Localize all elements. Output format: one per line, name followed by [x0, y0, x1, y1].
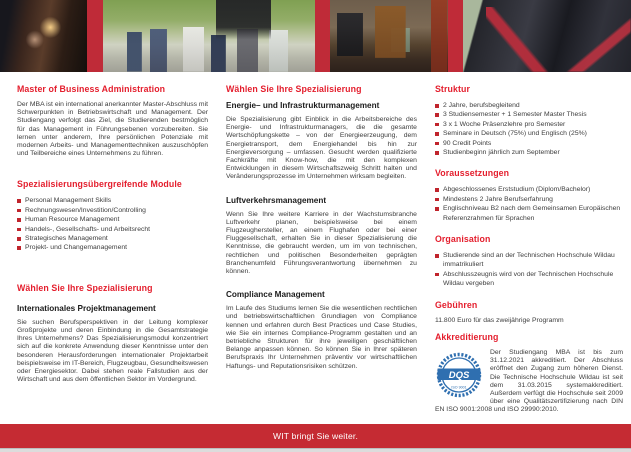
requirements-list [435, 185, 623, 223]
list-item [435, 204, 623, 223]
seal-label: DQS [448, 369, 470, 381]
bullet-square-icon [435, 104, 439, 108]
bullet-square-icon [435, 132, 439, 136]
photo-divider [315, 0, 330, 72]
list-item-label: Studierende sind an der Technischen Hochschule Wildau immatrikuliert [442, 252, 615, 269]
seal-sub-label: ISO 9001 [451, 385, 467, 390]
column-facts [435, 84, 623, 415]
bullet-square-icon [435, 273, 439, 277]
bullet-square-icon [17, 246, 21, 250]
list-item [17, 196, 208, 205]
photo-divider [448, 0, 463, 72]
footer-tagline: WIT bringt Sie weiter. [272, 431, 359, 441]
graduation-caps-photo [463, 0, 631, 72]
list-item-label: Personal Management Skills [25, 197, 112, 205]
list-item [435, 251, 623, 270]
list-item [435, 129, 623, 138]
specialization-aviation-text: Wenn Sie Ihre weitere Karriere in der Wachstumsbranche Luftverkehr planen, beispielsweise bei einem Flugzeughersteller, an einem Flughafen oder bei einer Fluggesellschaft, erhalten Sie in dieser Spezialisierung die Kenntnisse, die gebraucht werden, um im von technischen, rechtlichen und politischen Besonderheiten geprägten Branchenumfeld Führungsverantwortung übernehmen zu können. [225, 210, 417, 276]
specialization-section-title: Wählen Sie Ihre Spezialisierung [17, 282, 153, 293]
specialization-aviation-title: Luftverkehrsmanagement [225, 195, 327, 205]
list-item-label: Human Resource Management [25, 216, 120, 224]
accreditation-section-title: Akkreditierung [434, 331, 499, 342]
column-specializations [226, 84, 417, 415]
bullet-square-icon [17, 237, 21, 241]
list-item-label: 3 Studiensemester + 1 Semester Master Thesis [442, 111, 587, 119]
bullet-square-icon [17, 199, 21, 203]
specialization-project-text: Sie suchen Berufsperspektiven in der Leitung komplexer Großprojekte und deren Einbindung in die Gesamtstrategie Ihres Unternehmens? Das Spezialisierungsmodul konzentriert sich auf die konkrete Anwendung dieser Kenntnisse unter den besonderen Herausforderungen internationaler Projektarbeit beispielsweise im IT-Bereich, Flugzeugbau, Gesundheitswesen oder Energiesektor. Dabei stehen reale Fallstudien aus der Wirtschaft und aus dem öffentlichen Sektor im Vordergrund. [17, 318, 208, 384]
bullet-square-icon [435, 198, 439, 202]
header-photo-strip [0, 0, 631, 72]
bullet-square-icon [17, 228, 21, 232]
list-item [435, 185, 623, 194]
student-at-computer-photo [330, 0, 448, 72]
bullet-square-icon [435, 254, 439, 258]
list-item [435, 120, 623, 129]
program-intro-text: Der MBA ist ein international anerkannter Master-Abschluss mit Schwerpunkten in Betriebswirtschaft und Management. Der Studiengang verfolgt das Ziel, die Studierenden bestmöglich für das Management in Führungsebenen vorzubereiten. Sie lernen unter anderem, Ihre persönlichen Potenziale mit modernen Arbeits- und Managementtechniken auszuschöpfen und Teilbereiche eines Unternehmens zu führen. [17, 101, 208, 158]
specialization-energy-text: Die Spezialisierung gibt Einblick in die Arbeitsbereiche des Energie- und Infrastrukturmanagers, die die gesamte Wertschöpfungskette – von der Energieerzeugung, dem Energietransport, dem Energiehandel bis hin zur Energieversorgung – umfassen. Gesucht werden qualifizierte Fachkräfte mit Know-how, die mit den komplexen Entwicklungen in diesem Wirtschaftszweig Schritt halten und Veränderungsprozesse im Unternehmen wirksam begleiten. [225, 116, 417, 181]
bullet-square-icon [17, 218, 21, 222]
bullet-square-icon [435, 123, 439, 127]
bullet-square-icon [17, 209, 21, 213]
campus-group-outdoors-photo [103, 0, 315, 72]
list-item [17, 206, 208, 215]
list-item [17, 243, 208, 252]
list-item-label: 90 Credit Points [442, 139, 492, 147]
bottom-edge-strip [0, 448, 631, 452]
structure-list [435, 101, 623, 157]
bullet-square-icon [435, 207, 439, 211]
list-item-label: 2 Jahre, berufsbegleitend [442, 102, 520, 109]
list-item-label: Rechnungswesen/Investition/Controlling [25, 206, 146, 214]
column-program-overview [17, 84, 208, 415]
graduation-ceremony-photo [0, 0, 87, 72]
modules-list [17, 196, 208, 252]
list-item [17, 234, 208, 243]
list-item [435, 148, 623, 157]
list-item-label: Projekt- und Changemanagement [25, 244, 128, 252]
specialization-section-title: Wählen Sie Ihre Spezialisierung [225, 84, 362, 94]
content-area [0, 72, 631, 415]
list-item [435, 270, 623, 289]
specialization-project-title: Internationales Projektmanagement [17, 303, 156, 313]
list-item [435, 195, 623, 204]
specialization-compliance-title: Compliance Management [225, 290, 325, 300]
specialization-energy-title: Energie– und Infrastrukturmanagement [225, 101, 380, 110]
list-item-label: 3 x 1 Woche Präsenzlehre pro Semester [442, 120, 566, 128]
fees-section-title: Gebühren [434, 299, 478, 310]
list-item [435, 139, 623, 148]
list-item-label: Strategisches Management [25, 235, 108, 243]
specialization-compliance-text: Im Laufe des Studiums lernen Sie die wesentlichen rechtlichen und betriebswirtschaftlichen Grundlagen von Compliance kennen und erfahren durch Best Practices und Case Studies, wie Sie ein internes Compliance-Programm gestalten und an betriebliche Strukturen für ihre jeweiligen geschäftlichen Belange anpassen können. So können Sie in Ihrer späteren Berufspraxis Ihr Unternehmen präventiv vor wirtschaftlichen Haftungs- und Reputationsrisiken schützen. [225, 305, 417, 370]
accreditation-block [435, 349, 623, 415]
organisation-section-title: Organisation [434, 234, 491, 245]
list-item-label: Englischniveau B2 nach dem Gemeinsamen Europäischen Referenzrahmen für Sprachen [442, 205, 621, 222]
structure-section-title: Struktur [434, 84, 470, 94]
footer-banner [0, 424, 631, 448]
list-item [435, 110, 623, 119]
list-item-label: Handels-, Gesellschafts- und Arbeitsrecht [25, 225, 151, 233]
list-item [435, 101, 623, 110]
bullet-square-icon [435, 188, 439, 192]
list-item-label: Seminare in Deutsch (75%) und Englisch (25%) [442, 130, 587, 138]
list-item-label: Abschlusszeugnis wird von der Technischen Hochschule Wildau vergeben [442, 270, 614, 288]
modules-section-title: Spezialisierungsübergreifende Module [17, 179, 182, 190]
list-item-label: Abgeschlossenes Erststudium (Diplom/Bachelor) [442, 186, 591, 194]
list-item-label: Studienbeginn jährlich zum September [442, 149, 560, 157]
program-title: Master of Business Administration [17, 84, 166, 94]
requirements-section-title: Voraussetzungen [434, 168, 510, 179]
bullet-square-icon [435, 113, 439, 117]
fees-text: 11.800 Euro für das zweijährige Programm [434, 316, 564, 324]
photo-divider [87, 0, 103, 72]
bullet-square-icon [435, 151, 439, 155]
list-item [17, 225, 208, 234]
list-item-label: Mindestens 2 Jahre Berufserfahrung [442, 195, 553, 203]
list-item [17, 215, 208, 224]
organisation-list [435, 251, 623, 289]
dqs-certification-seal-icon [435, 351, 483, 399]
accreditation-text: Der Studiengang MBA ist bis zum 31.12.2021 akkreditiert. Der Abschluss eröffnet den Zugang zum höheren Dienst. Die Technische Hochschule Wildau ist seit dem 31.03.2015 systemakkreditiert. Außerdem verfügt die Hochschule seit 2009 über eine Qualitätszertifizierung nach DIN EN ISO 9001:2008 und ISO 29990:2010. [434, 348, 623, 414]
bullet-square-icon [435, 142, 439, 146]
